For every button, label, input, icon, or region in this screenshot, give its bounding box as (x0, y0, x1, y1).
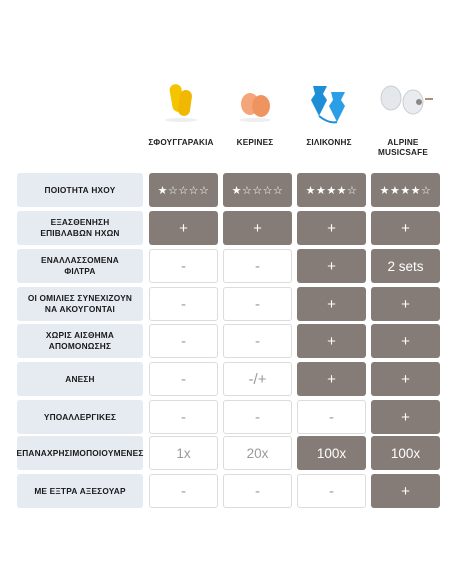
table-cell: - (149, 474, 218, 508)
table-cell: - (149, 362, 218, 396)
table-cell: - (223, 249, 292, 283)
yellow-foam-earplugs-icon (145, 78, 217, 128)
table-cell: + (371, 287, 440, 321)
table-cell: 1x (149, 436, 218, 470)
row-label: ΜΕ ΕΞΤΡΑ ΑΞΕΣΟΥΑΡ (17, 474, 143, 508)
row-label: ΕΞΑΣΘΕΝΗΣΗ ΕΠΙΒΛΑΒΩΝ ΗΧΩΝ (17, 211, 143, 245)
blue-silicone-earplugs-icon (293, 78, 365, 128)
row-label: ΟΙ ΟΜΙΛΙΕΣ ΣΥΝΕΧΙΖΟΥΝ ΝΑ ΑΚΟΥΓΟΝΤΑΙ (17, 287, 143, 321)
row-label: ΑΝΕΣΗ (17, 362, 143, 396)
clear-musicsafe-earplugs-icon (367, 78, 439, 128)
table-cell: - (223, 400, 292, 434)
table-cell: + (297, 362, 366, 396)
table-cell: 20x (223, 436, 292, 470)
rating-stars: ★☆☆☆☆ (223, 173, 292, 207)
table-cell: 100x (371, 436, 440, 470)
table-cell: + (371, 400, 440, 434)
table-cell: - (223, 474, 292, 508)
table-cell: - (149, 249, 218, 283)
orange-wax-earplugs-icon (219, 78, 291, 128)
row-label: ΥΠΟΑΛΛΕΡΓΙΚΕΣ (17, 400, 143, 434)
product-wax (219, 0, 291, 170)
row-label: ΕΝΑΛΛΑΣΣΟΜΕΝΑ ΦΙΛΤΡΑ (17, 249, 143, 283)
table-cell: - (223, 287, 292, 321)
table-cell: + (297, 249, 366, 283)
table-cell: + (371, 474, 440, 508)
product-musicsafe (367, 0, 439, 170)
table-cell: 100x (297, 436, 366, 470)
product-silicone (293, 0, 365, 170)
product-name: ALPINE MUSICSAFE (377, 138, 429, 157)
table-cell: + (297, 324, 366, 358)
table-cell: -/+ (223, 362, 292, 396)
rating-stars: ★☆☆☆☆ (149, 173, 218, 207)
product-name: ΚΕΡΙΝΕΣ (236, 138, 274, 147)
rating-stars: ★★★★☆ (371, 173, 440, 207)
table-cell: + (297, 287, 366, 321)
product-name: ΣΙΛΙΚΟΝΗΣ (306, 138, 352, 147)
table-cell: - (297, 400, 366, 434)
table-cell: - (223, 324, 292, 358)
table-cell: + (371, 324, 440, 358)
product-foam (145, 0, 217, 170)
row-label: ΧΩΡΙΣ ΑΙΣΘΗΜΑ ΑΠΟΜΟΝΩΣΗΣ (17, 324, 143, 358)
table-cell: - (149, 400, 218, 434)
product-name: ΣΦΟΥΓΓΑΡΑΚΙΑ (148, 138, 214, 147)
table-cell: + (149, 211, 218, 245)
table-cell: + (297, 211, 366, 245)
rating-stars: ★★★★☆ (297, 173, 366, 207)
table-cell: - (297, 474, 366, 508)
table-cell: + (371, 362, 440, 396)
table-cell: - (149, 324, 218, 358)
table-cell: + (371, 211, 440, 245)
product-header (0, 0, 452, 170)
table-cell: - (149, 287, 218, 321)
table-cell: + (223, 211, 292, 245)
table-cell: 2 sets (371, 249, 440, 283)
row-label: ΕΠΑΝΑΧΡΗΣΙΜΟΠΟΙΟΥΜΕΝΕΣ (17, 436, 143, 470)
row-label: ΠΟΙΟΤΗΤΑ ΗΧΟΥ (17, 173, 143, 207)
